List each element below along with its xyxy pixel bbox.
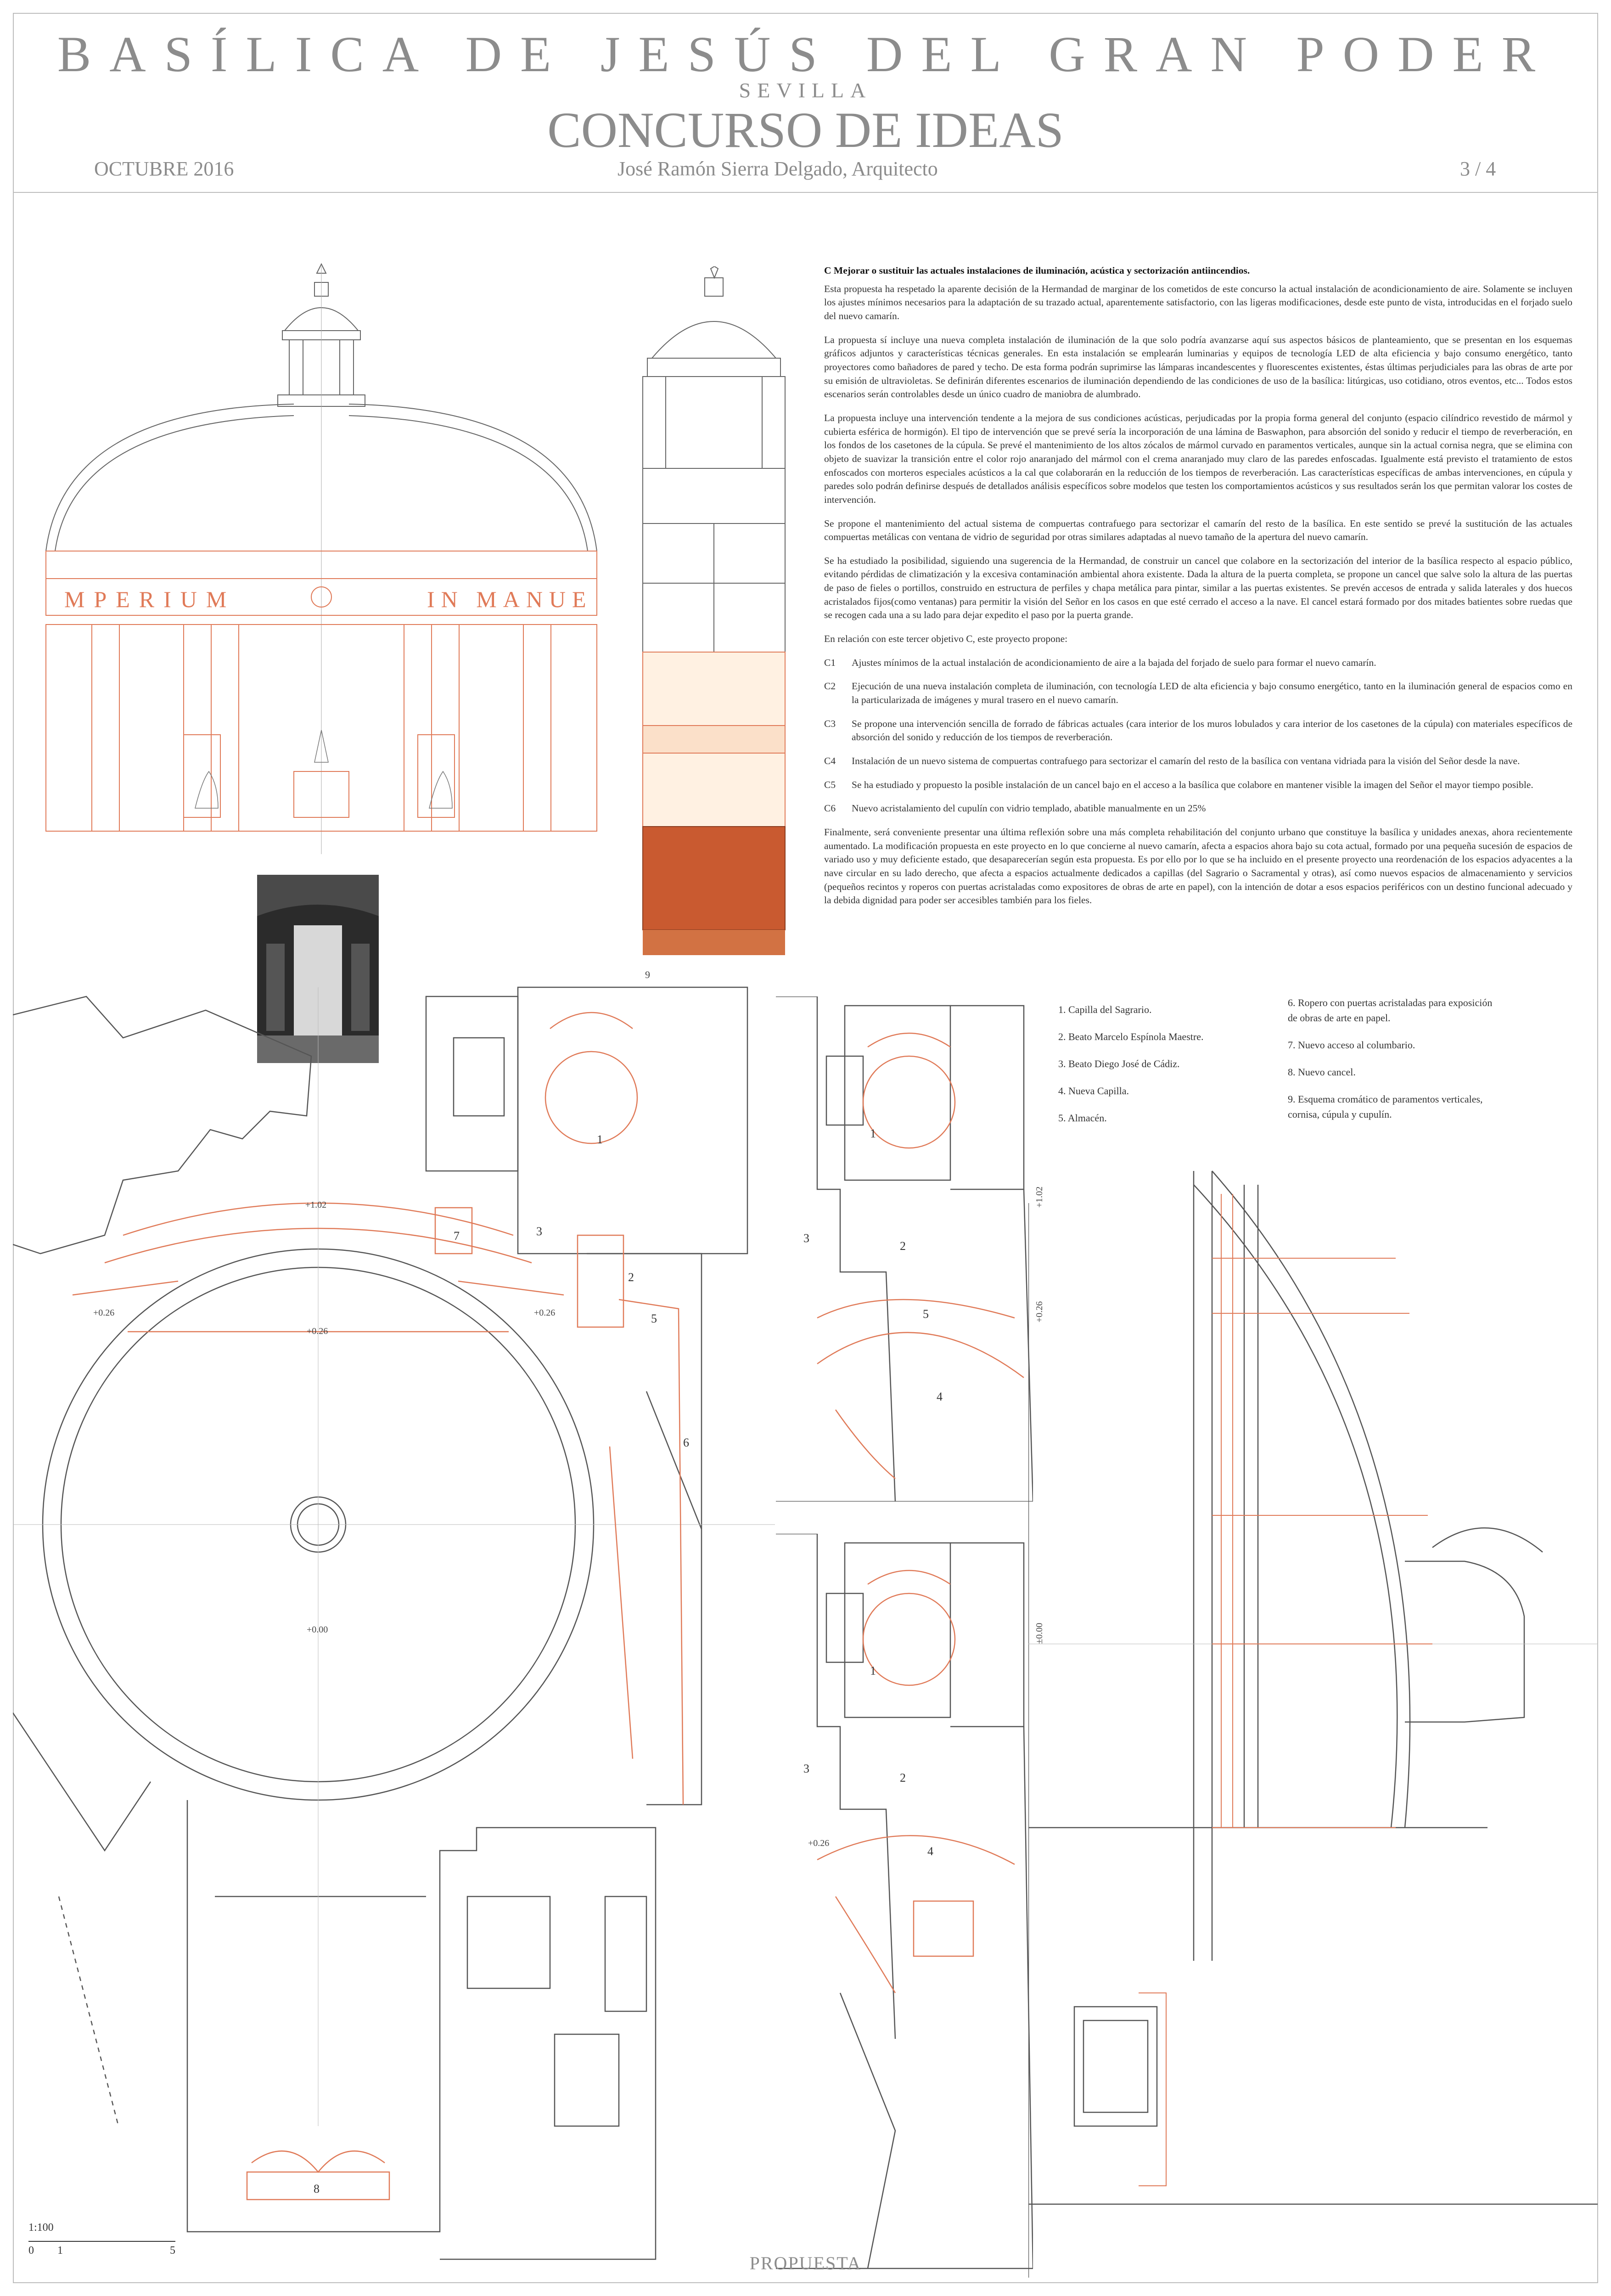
- longitudinal-section-drawing: [1028, 1157, 1598, 2278]
- section-level-mark: +1.02: [1034, 1186, 1044, 1208]
- closing-paragraph: Finalmente, será conveniente presentar una última reflexión sobre una más completa rehabilitación del conjunto urbano que constituye la basílica y unidades anexas, ahora recientemente aumentado. La modificación propuesta en este proyecto en lo que concierne al nuevo camarín, afecta a espacios ahora bajo su cota actual, formado por una pequeña sucesión de espacios de variado uso y muy deficiente estado, que desaparecerían según esta propuesta. Es por ello por lo que se ha incluido en el presente proyecto una reordenación de los espacios adyacentes a la nave circular en su lado derecho, que afecta a espacios actualmente dedicados a capillas (del Sagrario o Sacramental y otras), así como nuevos espacios de almacenamiento y servicios (pequeños recintos y roperos con puertas acristaladas como expositores de obras de arte en papel), con la intención de dotar a esos espacios periféricos con un destino funcional adecuado y la debida dignidad para poder ser accesibles también para los fieles.: [824, 827, 1572, 906]
- room-number: 1: [870, 1664, 876, 1677]
- list-item: C1 Ajustes mínimos de la actual instalación de acondicionamiento de aire a la bajada del forjado de suelo para formar el nuevo camarín.: [824, 657, 1376, 668]
- room-number: 4: [927, 1845, 933, 1858]
- room-number: 1: [870, 1127, 876, 1140]
- paragraph: La propuesta sí incluye una nueva completa instalación de iluminación de la que solo podría avanzarse aquí sus aspectos básicos de planteamiento, que se presentan en los esquemas gráficos adjuntos y características técnicas generales. En esta instalación se emplearán luminarias y equipos de tecnología LED de alta eficiencia y bajo consumo energético, tanto proyectores como bañadores de pared y techo. De esta forma podrán suprimirse las lámparas incandescentes y fluorescentes existentes, éstas últimas perjudiciales para las obras de arte por su emisión de ultravioletas. Se definirán diferentes escenarios de iluminación dependiendo de las condiciones de uso de la basílica: litúrgicas, uso cotidiano, otros eventos, etc... Todos estos escenarios serán controlables desde un único cuadro de maniobra de alumbrado.: [824, 334, 1572, 400]
- inscription-right: IN MANUE: [427, 586, 593, 612]
- legend-item: 4. Nueva Capilla.: [1058, 1085, 1129, 1097]
- list-item: C4 Instalación de un nuevo sistema de compuertas contrafuego para sectorizar el camarín del resto de la basílica con ventana vidriada para la visión del Señor desde la nave.: [824, 755, 1520, 767]
- paragraph: Se ha estudiado la posibilidad, siguiendo una sugerencia de la Hermandad, de construir un cancel que colabore en la sectorización del interior de la basílica respecto al espacio público, evitando pérdidas de climatización y la excesiva contaminación ambiental ahora existente. Dada la altura de la puerta completa, se propone un cancel que salve solo la altura de las puertas de paso de fieles o portillos, construido en estructura de perfiles y chapa metálica para pintar, similar a las puertas existentes. Se prevén accesos de entrada y salida laterales y dos huecos acristalados fijos(como ventanas) para permitir la visión del Señor en los casos en que esté cerrado el acceso a la nave. El cancel estará formado por dos mitades batientes sobre ruedas que se recogen cada una a su lado para dejar expedito el paso por la puerta grande.: [824, 555, 1572, 621]
- room-number: 2: [628, 1271, 634, 1284]
- description-text: [824, 264, 1572, 917]
- room-number: 1: [597, 1133, 603, 1146]
- legend-item: 3. Beato Diego José de Cádiz.: [1058, 1058, 1180, 1069]
- scale-zero: 0: [28, 2245, 34, 2257]
- section-level-mark: ±0.00: [1034, 1623, 1044, 1644]
- room-number: 3: [803, 1762, 809, 1775]
- legend-item: 9. Esquema cromático de paramentos verticales, cornisa, cúpula y cupulín.: [1288, 1093, 1483, 1120]
- room-number: 3: [803, 1232, 809, 1245]
- scale-ratio: 1:100: [28, 2222, 54, 2234]
- scale-one: 1: [57, 2245, 63, 2257]
- legend-col-1: [1058, 1002, 1279, 1137]
- paragraph: Esta propuesta ha respetado la aparente decisión de la Hermandad de marginar de los cometidos de este concurso la actual instalación de acondicionamiento de aire. Solamente se incluyen los ajustes mínimos necesarios para la adaptación de su trazado actual, aparentemente satisfactorio, con las ligeras modificaciones, desde este punto de vista, introducidas en el forjado suelo del nuevo camarín.: [824, 283, 1572, 321]
- section-heading: C Mejorar o sustituir las actuales instalaciones de iluminación, acústica y sectorización antiincendios.: [824, 265, 1250, 276]
- legend-col-2: [1288, 995, 1499, 1134]
- paragraph: En relación con este tercer objetivo C, este proyecto propone:: [824, 633, 1068, 645]
- floor-plan-drawing: [13, 978, 775, 2278]
- drawing-footer-label: PROPUESTA: [749, 2253, 862, 2273]
- list-item: C3 Se propone una intervención sencilla de forrado de fábricas actuales (cara interior de los muros lobulados y cara interior de los casetones de la cúpula) con materiales específicos de absorción del sonido y reducción de los tiempos de reverberación.: [824, 718, 1572, 743]
- plan-variant-1: [776, 996, 1033, 1502]
- room-number: 4: [937, 1390, 943, 1403]
- plan-variant-2: [776, 1534, 1033, 2278]
- room-number: 6: [683, 1436, 689, 1449]
- sheet-title: BASÍLICA DE JESÚS DEL GRAN PODER: [57, 26, 1554, 82]
- level-mark: +0.26: [93, 1308, 115, 1318]
- room-number: 2: [900, 1771, 906, 1784]
- list-item: C5 Se ha estudiado y propuesto la posible instalación de un cancel bajo en el acceso a la basílica que colabore en mantener visible la imagen del Señor el mayor tiempo posible.: [824, 779, 1533, 790]
- scale-five: 5: [170, 2245, 175, 2257]
- paragraph: La propuesta incluye una intervención tendente a la mejora de sus condiciones acústicas, perjudicadas por la propia forma general del conjunto (espacio cilíndrico revestido de mármol y cubierta esférica de hormigón). El tipo de intervención que se prevé sería la incorporación de una lámina de Baswaphon, para absorción del sonido y reducir el tiempo de reverberación, en los fondos de los casetones de la cúpula. Se prevé el mantenimiento de los altos zócalos de mármol curvado en paramentos verticales, aunque sin la actual cornisa negra, que se elimina con objeto de suavizar la transición entre el color rojo anaranjado del mármol con el crema anaranjado muy claro de las paredes enfoscadas. Igualmente está previsto el tratamiento de estos enfoscados con morteros especiales acústicos a la cal que colaborarán en la reducción de los tiempos de reverberación. Las características específicas de ambas intervenciones, en cúpula y paredes solo podrán definirse después de detallados análisis específicos sobre modelos que testen los comportamientos acústicos y sus resultados serán los que permitan valorar los costes de intervención.: [824, 412, 1572, 505]
- legend-item: 5. Almacén.: [1058, 1112, 1107, 1124]
- room-number: 8: [314, 2182, 320, 2195]
- chromatic-scheme-drawing: [638, 266, 790, 974]
- legend-item: 8. Nuevo cancel.: [1288, 1066, 1356, 1078]
- room-number: 3: [536, 1225, 542, 1238]
- header-divider: [13, 192, 1598, 193]
- scale-bar: [28, 2241, 175, 2245]
- figure-9-number: 9: [645, 969, 650, 980]
- level-mark: +0.26: [534, 1308, 556, 1318]
- contest-title: CONCURSO DE IDEAS: [547, 102, 1064, 158]
- level-mark: +0.26: [307, 1326, 328, 1336]
- room-number: 5: [923, 1307, 929, 1321]
- city-subtitle: SEVILLA: [739, 79, 872, 102]
- interior-elevation-drawing: [37, 257, 679, 854]
- legend-item: 2. Beato Marcelo Espínola Maestre.: [1058, 1031, 1204, 1042]
- inscription-left: MPERIUM: [64, 586, 236, 612]
- paragraph: Se propone el mantenimiento del actual sistema de compuertas contrafuego para sectorizar el camarín del resto de la basílica. En este sentido se prevé la sustitución de las actuales compuertas metálicas con ventana de vidrio de seguridad por otras similares adaptadas al nuevo tamaño de la apertura del nuevo camarín.: [824, 518, 1572, 543]
- date-label: OCTUBRE 2016: [94, 158, 234, 180]
- level-mark: +0.00: [307, 1625, 328, 1635]
- room-number: 5: [651, 1312, 657, 1325]
- author-label: José Ramón Sierra Delgado, Arquitecto: [617, 158, 938, 180]
- legend-item: 6. Ropero con puertas acristaladas para exposición de obras de arte en papel.: [1288, 997, 1493, 1024]
- sheet-number: 3 / 4: [1460, 158, 1496, 180]
- level-mark: +1.02: [305, 1200, 327, 1210]
- section-level-mark: +0.26: [1034, 1301, 1044, 1322]
- legend-item: 1. Capilla del Sagrario.: [1058, 1004, 1152, 1015]
- level-mark: +0.26: [808, 1838, 830, 1848]
- legend-item: 7. Nuevo acceso al columbario.: [1288, 1039, 1415, 1051]
- list-item: C2 Ejecución de una nueva instalación completa de iluminación, con tecnología LED de alta eficiencia y bajo consumo energético, tanto en la iluminación general de espacios como en la particularizada de imágenes y mural trasero en el nuevo camarín.: [824, 681, 1572, 706]
- list-item: C6 Nuevo acristalamiento del cupulín con vidrio templado, abatible manualmente en un 25%: [824, 803, 1206, 814]
- room-number: 7: [454, 1229, 460, 1243]
- room-number: 2: [900, 1239, 906, 1253]
